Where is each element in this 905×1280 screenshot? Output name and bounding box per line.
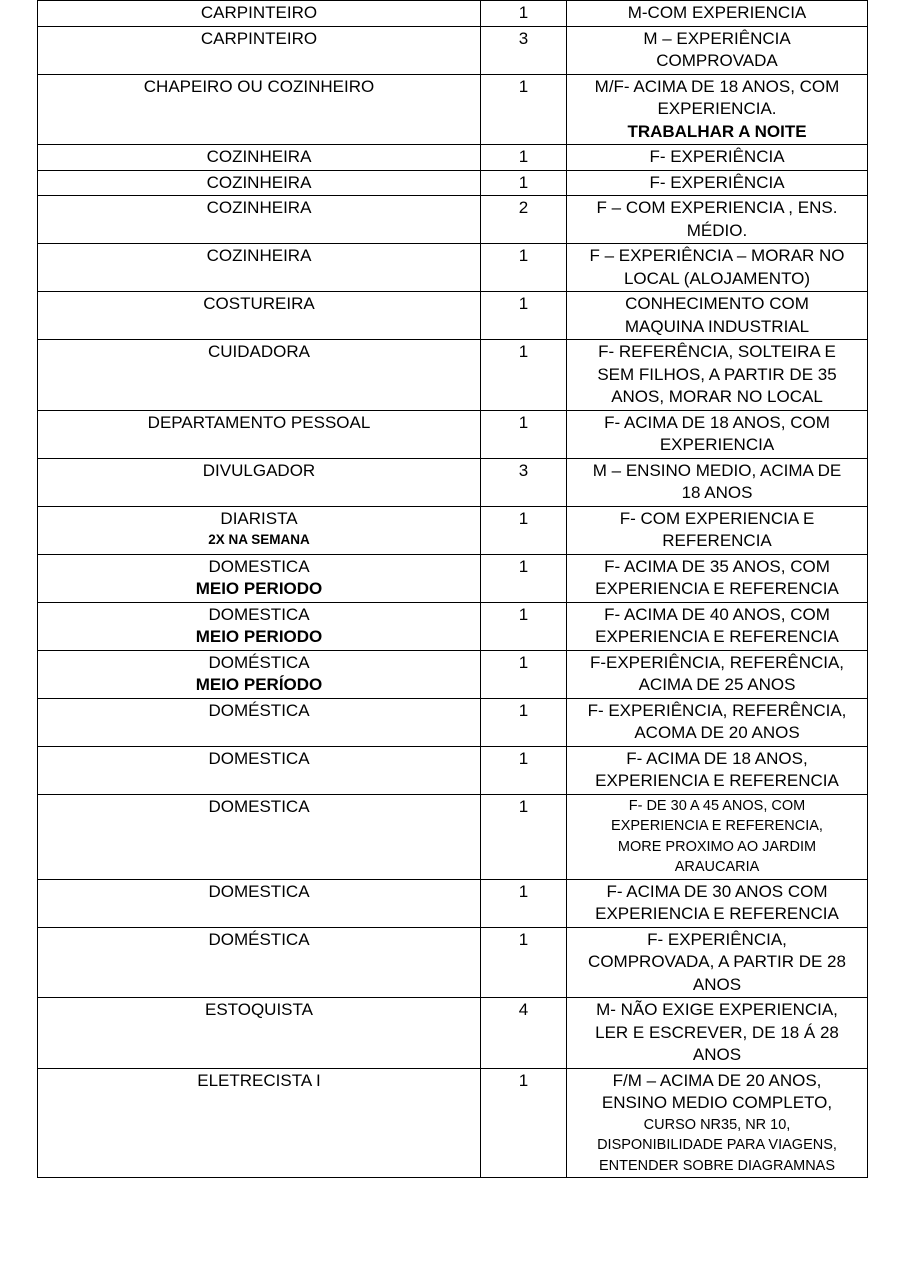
role-schedule-note: MEIO PERIODO bbox=[195, 579, 323, 598]
requirements-cell bbox=[567, 458, 868, 506]
requirements-cell bbox=[567, 340, 868, 411]
role-name: DOMESTICA bbox=[208, 796, 310, 816]
requirements-cell bbox=[567, 998, 868, 1069]
requirement-line: F – COM EXPERIENCIA , ENS. bbox=[596, 198, 838, 217]
requirement-line: F- ACIMA DE 35 ANOS, COM bbox=[604, 556, 830, 576]
table-row bbox=[38, 74, 868, 145]
requirement-line: F – EXPERIÊNCIA – MORAR NO bbox=[589, 246, 845, 265]
requirement-line: F-EXPERIÊNCIA, REFERÊNCIA, bbox=[589, 652, 845, 672]
role-cell bbox=[38, 650, 481, 698]
vacancies-cell: 1 bbox=[481, 879, 567, 927]
requirements-cell bbox=[567, 746, 868, 794]
table-row bbox=[38, 506, 868, 554]
requirements-cell bbox=[567, 26, 868, 74]
requirements-cell bbox=[567, 927, 868, 998]
role-cell bbox=[38, 292, 481, 340]
role-name: CHAPEIRO OU COZINHEIRO bbox=[143, 76, 375, 96]
vacancies-cell: 2 bbox=[481, 196, 567, 244]
requirement-line: EXPERIENCIA E REFERENCIA, bbox=[611, 818, 823, 834]
requirement-line: LER E ESCREVER, DE 18 Á 28 bbox=[595, 1022, 839, 1042]
role-name: COSTUREIRA bbox=[203, 294, 315, 313]
requirement-line: F- ACIMA DE 18 ANOS, bbox=[626, 748, 808, 768]
role-name: COZINHEIRA bbox=[206, 147, 312, 166]
role-cell bbox=[38, 74, 481, 145]
requirements-cell bbox=[567, 794, 868, 879]
requirements-cell bbox=[567, 170, 868, 196]
table-row bbox=[38, 554, 868, 602]
table-row bbox=[38, 602, 868, 650]
requirements-cell bbox=[567, 196, 868, 244]
role-cell bbox=[38, 1, 481, 27]
role-cell bbox=[38, 410, 481, 458]
requirement-line: M – EXPERIÊNCIA bbox=[643, 28, 791, 48]
requirement-line: M – ENSINO MEDIO, ACIMA DE bbox=[592, 460, 842, 480]
requirements-cell bbox=[567, 698, 868, 746]
table-row bbox=[38, 1, 868, 27]
requirement-line: F- ACIMA DE 30 ANOS COM bbox=[606, 881, 828, 901]
requirement-line: COMPROVADA bbox=[656, 51, 778, 70]
table-row bbox=[38, 879, 868, 927]
requirement-line: F- ACIMA DE 18 ANOS, COM bbox=[604, 412, 830, 432]
requirement-line: REFERENCIA bbox=[662, 531, 772, 550]
requirement-line: CURSO NR35, NR 10, bbox=[643, 1116, 791, 1133]
table-row bbox=[38, 196, 868, 244]
requirement-line: M-COM EXPERIENCIA bbox=[627, 3, 807, 22]
requirement-line: ENTENDER SOBRE DIAGRAMNAS bbox=[598, 1157, 836, 1174]
requirement-line: F/M – ACIMA DE 20 ANOS, bbox=[612, 1070, 822, 1090]
vacancies-cell: 3 bbox=[481, 26, 567, 74]
requirement-line: LOCAL (ALOJAMENTO) bbox=[623, 268, 811, 288]
requirements-cell bbox=[567, 244, 868, 292]
requirement-line: EXPERIENCIA. bbox=[657, 99, 777, 118]
table-row bbox=[38, 170, 868, 196]
table-row bbox=[38, 1068, 868, 1178]
role-cell bbox=[38, 145, 481, 171]
vacancies-cell: 1 bbox=[481, 794, 567, 879]
vacancies-cell: 1 bbox=[481, 927, 567, 998]
role-cell bbox=[38, 26, 481, 74]
role-cell bbox=[38, 458, 481, 506]
vacancies-cell: 1 bbox=[481, 410, 567, 458]
role-name: ESTOQUISTA bbox=[204, 1000, 313, 1019]
job-openings-table bbox=[37, 0, 868, 1178]
table-row bbox=[38, 927, 868, 998]
role-name: CARPINTEIRO bbox=[200, 28, 318, 48]
role-name: CUIDADORA bbox=[207, 342, 310, 361]
requirement-line: F- REFERÊNCIA, SOLTEIRA E bbox=[598, 342, 836, 361]
requirement-line: SEM FILHOS, A PARTIR DE 35 bbox=[597, 364, 837, 384]
requirement-line: COMPROVADA, A PARTIR DE 28 bbox=[588, 952, 846, 971]
requirements-cell bbox=[567, 1, 868, 27]
role-name: COZINHEIRA bbox=[206, 172, 312, 192]
requirement-line: M/F- ACIMA DE 18 ANOS, COM bbox=[594, 76, 840, 96]
requirement-line: EXPERIENCIA E REFERENCIA bbox=[595, 904, 839, 923]
requirement-line: MAQUINA INDUSTRIAL bbox=[624, 316, 810, 336]
requirements-cell bbox=[567, 1068, 868, 1178]
role-cell bbox=[38, 244, 481, 292]
vacancies-cell: 1 bbox=[481, 650, 567, 698]
requirements-cell bbox=[567, 879, 868, 927]
role-cell bbox=[38, 506, 481, 554]
role-name: DOMESTICA bbox=[208, 604, 310, 624]
role-cell bbox=[38, 1068, 481, 1178]
requirement-line: ANOS bbox=[692, 974, 742, 994]
requirement-line: MORE PROXIMO AO JARDIM bbox=[617, 838, 817, 855]
role-cell bbox=[38, 998, 481, 1069]
vacancies-cell: 1 bbox=[481, 340, 567, 411]
role-name: DEPARTAMENTO PESSOAL bbox=[147, 412, 371, 432]
role-name: DIVULGADOR bbox=[202, 460, 316, 480]
role-cell bbox=[38, 196, 481, 244]
role-name: DOMESTICA bbox=[208, 748, 310, 768]
requirement-line: EXPERIENCIA E REFERENCIA bbox=[595, 771, 839, 790]
role-cell bbox=[38, 879, 481, 927]
table-row bbox=[38, 746, 868, 794]
role-schedule-note: MEIO PERIODO bbox=[195, 627, 323, 646]
role-name: DIARISTA bbox=[220, 508, 298, 528]
table-row bbox=[38, 998, 868, 1069]
requirement-line: ARAUCARIA bbox=[674, 859, 760, 875]
requirements-cell bbox=[567, 292, 868, 340]
vacancies-cell: 1 bbox=[481, 554, 567, 602]
table-row bbox=[38, 292, 868, 340]
vacancies-cell: 3 bbox=[481, 458, 567, 506]
table-row bbox=[38, 698, 868, 746]
requirement-line: F- DE 30 A 45 ANOS, COM bbox=[628, 797, 806, 814]
requirement-line: ENSINO MEDIO COMPLETO, bbox=[601, 1093, 833, 1112]
vacancies-cell: 1 bbox=[481, 602, 567, 650]
requirement-line: M- NÃO EXIGE EXPERIENCIA, bbox=[596, 1000, 838, 1019]
requirements-cell bbox=[567, 410, 868, 458]
requirement-line: F- EXPERIÊNCIA, REFERÊNCIA, bbox=[587, 700, 847, 720]
role-cell bbox=[38, 746, 481, 794]
role-cell bbox=[38, 794, 481, 879]
role-name: DOMESTICA bbox=[208, 881, 310, 901]
table-row bbox=[38, 410, 868, 458]
requirement-line: F- ACIMA DE 40 ANOS, COM bbox=[604, 604, 830, 624]
requirement-line: EXPERIENCIA E REFERENCIA bbox=[595, 579, 839, 598]
requirement-line: ACOMA DE 20 ANOS bbox=[634, 723, 800, 742]
role-name: ELETRECISTA I bbox=[197, 1070, 321, 1090]
table-row bbox=[38, 340, 868, 411]
role-cell bbox=[38, 170, 481, 196]
vacancies-cell: 1 bbox=[481, 170, 567, 196]
role-name: COZINHEIRA bbox=[206, 246, 312, 265]
role-schedule-note: MEIO PERÍODO bbox=[195, 675, 323, 694]
vacancies-cell: 1 bbox=[481, 506, 567, 554]
requirements-cell bbox=[567, 554, 868, 602]
table-row bbox=[38, 244, 868, 292]
requirements-cell bbox=[567, 506, 868, 554]
vacancies-cell: 1 bbox=[481, 145, 567, 171]
requirements-cell bbox=[567, 74, 868, 145]
requirements-cell bbox=[567, 145, 868, 171]
requirement-line: MÉDIO. bbox=[686, 220, 748, 240]
role-cell bbox=[38, 602, 481, 650]
requirement-line: F- EXPERIÊNCIA bbox=[649, 172, 785, 192]
requirement-line: ANOS bbox=[692, 1045, 742, 1064]
role-name: DOMÉSTICA bbox=[208, 652, 310, 672]
role-name: CARPINTEIRO bbox=[200, 3, 318, 22]
table-row bbox=[38, 794, 868, 879]
requirement-line: ACIMA DE 25 ANOS bbox=[638, 675, 796, 694]
requirement-line: 18 ANOS bbox=[681, 483, 753, 502]
vacancies-cell: 1 bbox=[481, 244, 567, 292]
requirement-line: ANOS, MORAR NO LOCAL bbox=[611, 387, 823, 406]
requirements-cell bbox=[567, 650, 868, 698]
requirement-line: TRABALHAR A NOITE bbox=[627, 121, 807, 141]
requirement-line: EXPERIENCIA bbox=[659, 435, 775, 454]
requirement-line: F- COM EXPERIENCIA E bbox=[619, 508, 815, 528]
vacancies-cell: 1 bbox=[481, 1, 567, 27]
vacancies-cell: 1 bbox=[481, 698, 567, 746]
role-cell bbox=[38, 340, 481, 411]
requirements-cell bbox=[567, 602, 868, 650]
vacancies-cell: 1 bbox=[481, 74, 567, 145]
vacancies-cell: 1 bbox=[481, 292, 567, 340]
role-cell bbox=[38, 698, 481, 746]
table-row bbox=[38, 26, 868, 74]
requirement-line: CONHECIMENTO COM bbox=[625, 294, 809, 313]
vacancies-cell: 1 bbox=[481, 1068, 567, 1178]
table-row bbox=[38, 458, 868, 506]
vacancies-cell: 4 bbox=[481, 998, 567, 1069]
requirement-line: EXPERIENCIA E REFERENCIA bbox=[595, 627, 839, 646]
role-cell bbox=[38, 927, 481, 998]
role-name: DOMESTICA bbox=[208, 556, 310, 576]
table-row bbox=[38, 650, 868, 698]
requirement-line: DISPONIBILIDADE PARA VIAGENS, bbox=[597, 1137, 837, 1153]
table-row bbox=[38, 145, 868, 171]
requirement-line: F- EXPERIÊNCIA bbox=[649, 147, 785, 166]
role-name: DOMÉSTICA bbox=[208, 700, 310, 720]
role-cell bbox=[38, 554, 481, 602]
role-schedule-note: 2X NA SEMANA bbox=[208, 532, 310, 547]
role-name: COZINHEIRA bbox=[206, 198, 312, 217]
role-name: DOMÉSTICA bbox=[208, 929, 310, 949]
requirement-line: F- EXPERIÊNCIA, bbox=[647, 929, 787, 949]
vacancies-cell: 1 bbox=[481, 746, 567, 794]
